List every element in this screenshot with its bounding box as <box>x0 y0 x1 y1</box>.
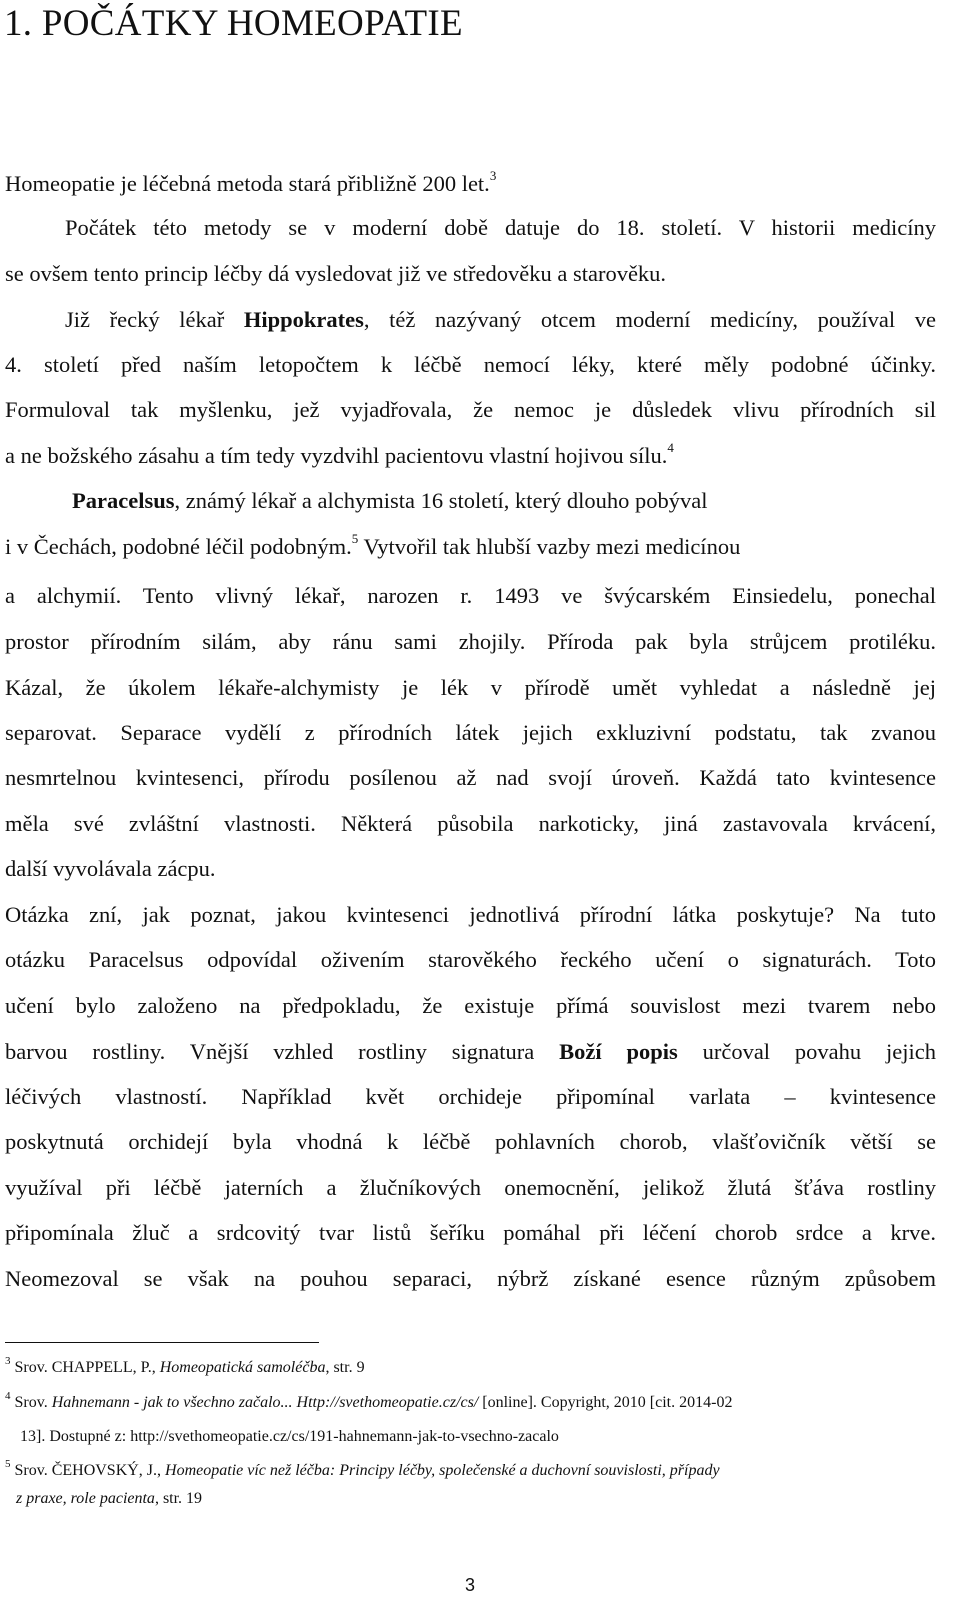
body-line <box>65 217 936 240</box>
text: Homeopatie je léčebná metoda stará přibližně 200 let. <box>5 171 490 196</box>
body-line <box>5 1086 936 1109</box>
body-line <box>5 1222 936 1245</box>
body-line <box>5 995 936 1018</box>
footnote-4 <box>5 1390 733 1411</box>
italic-title: Homeopatie víc než léčba: Principy léčby, společenské a duchovní souvislosti, případy <box>165 1462 720 1479</box>
text: Kázal, že úkolem lékaře-alchymisty je lék v přírodě umět vyhledat a následně jej <box>5 675 936 700</box>
text: připomínala žluč a srdcovitý tvar listů šeříku pomáhal při léčení chorob srdce a krve. <box>5 1220 936 1245</box>
text: , str. 9 <box>325 1359 365 1376</box>
text: Otázka zní, jak poznat, jakou kvintesenci jednotlivá přírodní látka poskytuje? Na tuto <box>5 902 936 927</box>
text: barvou rostliny. Vnější vzhled rostliny signatura <box>5 1039 560 1064</box>
text: , známý lékař a alchymista 16 století, který dlouho pobýval <box>174 488 708 513</box>
text: nesmrtelnou kvintesenci, přírodu posílenou až nad svojí úroveň. Každá tato kvintesence <box>5 765 936 790</box>
body-line <box>5 1041 936 1064</box>
text: Neomezoval se však na pouhou separaci, nýbrž získané esence různým způsobem <box>5 1266 936 1291</box>
italic-title: z praxe, role pacienta <box>16 1490 155 1507</box>
bold-term: Hippokrates <box>243 307 364 332</box>
text: učení bylo založeno na předpokladu, že existuje přímá souvislost mezi tvarem nebo <box>5 993 936 1018</box>
footnote-ref: 3 <box>489 168 497 183</box>
text: 4. století před naším letopočtem k léčbě nemocí léky, které měly podobné účinky. <box>5 352 936 377</box>
bold-term: Boží popis <box>559 1039 678 1064</box>
body-line <box>5 531 741 559</box>
italic-title: Hahnemann - jak to všechno začalo... Http://svethomeopatie.cz/cs/ <box>51 1394 479 1411</box>
page-number: 3 <box>464 1575 475 1595</box>
text: , též nazývaný otcem moderní medicíny, používal ve <box>363 307 936 332</box>
body-line <box>5 263 666 286</box>
footnote-5-continuation <box>16 1491 202 1507</box>
body-line <box>5 949 936 972</box>
footnote-5 <box>5 1458 720 1479</box>
text: Vytvořil tak hlubší vazby mezi medicínou <box>358 534 741 559</box>
text: měla své zvláštní vlastnosti. Některá působila narkoticky, jiná zastavovala krvácení, <box>5 811 936 836</box>
body-line <box>5 168 497 196</box>
body-line <box>5 1268 936 1291</box>
text: 13]. Dostupné z: http://svethomeopatie.cz/cs/191-hahnemann-jak-to-vsechno-zacalo <box>20 1428 559 1445</box>
text: Formuloval tak myšlenku, jež vyjadřovala, že nemoc je důsledek vlivu přírodních sil <box>5 397 936 422</box>
body-line <box>5 1177 936 1200</box>
text: určoval povahu jejich <box>677 1039 936 1064</box>
body-line <box>5 440 674 468</box>
body-line <box>5 767 936 790</box>
body-line <box>72 490 707 513</box>
body-line <box>5 677 936 700</box>
footnote-number: 4 <box>5 1390 11 1402</box>
chapter-heading: 1. POČÁTKY HOMEOPATIE <box>4 3 463 44</box>
text: využíval při léčbě jaterních a žlučníkových onemocnění, jelikož žlutá šťáva rostliny <box>5 1175 936 1200</box>
text: , str. 19 <box>154 1490 203 1507</box>
text: [online]. Copyright, 2010 [cit. 2014-02 <box>478 1394 733 1411</box>
body-line <box>5 904 936 927</box>
text: Srov. ČEHOVSKÝ, J., <box>14 1462 166 1479</box>
footnote-ref: 5 <box>351 531 359 546</box>
text: Počátek této metody se v moderní době datuje do 18. století. V historii medicíny <box>65 215 936 240</box>
text: Srov. CHAPPELL, P., <box>14 1359 160 1376</box>
body-line <box>5 858 216 881</box>
text: léčivých vlastností. Například květ orchideje připomínal varlata – kvintesence <box>5 1084 936 1109</box>
footnote-3 <box>5 1355 365 1376</box>
footnote-4-continuation <box>20 1429 559 1445</box>
text: a alchymií. Tento vlivný lékař, narozen r. 1493 ve švýcarském Einsiedelu, ponechal <box>5 583 936 608</box>
body-line <box>5 585 936 608</box>
italic-title: Homeopatická samoléčba <box>159 1359 326 1376</box>
body-line <box>5 722 936 745</box>
text: Srov. <box>14 1394 52 1411</box>
text: a ne božského zásahu a tím tedy vyzdvihl pacientovu vlastní hojivou sílu. <box>5 443 668 468</box>
body-line <box>65 309 936 332</box>
text: další vyvolávala zácpu. <box>5 856 216 881</box>
footnote-number: 5 <box>5 1458 11 1470</box>
text: se ovšem tento princip léčby dá vysledovat již ve středověku a starověku. <box>5 261 667 286</box>
body-line <box>5 813 936 836</box>
body-line <box>5 631 936 654</box>
text: otázku Paracelsus odpovídal oživením starověkého řeckého učení o signaturách. Toto <box>5 947 936 972</box>
bold-term: Paracelsus <box>72 488 175 513</box>
text: i v Čechách, podobné léčil podobným. <box>5 534 352 559</box>
footnote-number: 3 <box>5 1355 11 1367</box>
body-line <box>5 354 936 377</box>
text: prostor přírodním silám, aby ránu sami zhojily. Příroda pak byla strůjcem protiléku. <box>5 629 936 654</box>
body-line <box>5 399 936 422</box>
body-line <box>5 1131 936 1154</box>
text: Již řecký lékař <box>65 307 244 332</box>
footnote-ref: 4 <box>667 440 674 455</box>
text: separovat. Separace vydělí z přírodních látek jejich exkluzivní podstatu, tak zvanou <box>5 720 936 745</box>
footnote-separator <box>5 1342 319 1343</box>
text: poskytnutá orchidejí byla vhodná k léčbě pohlavních chorob, vlašťovičník větší se <box>5 1129 936 1154</box>
